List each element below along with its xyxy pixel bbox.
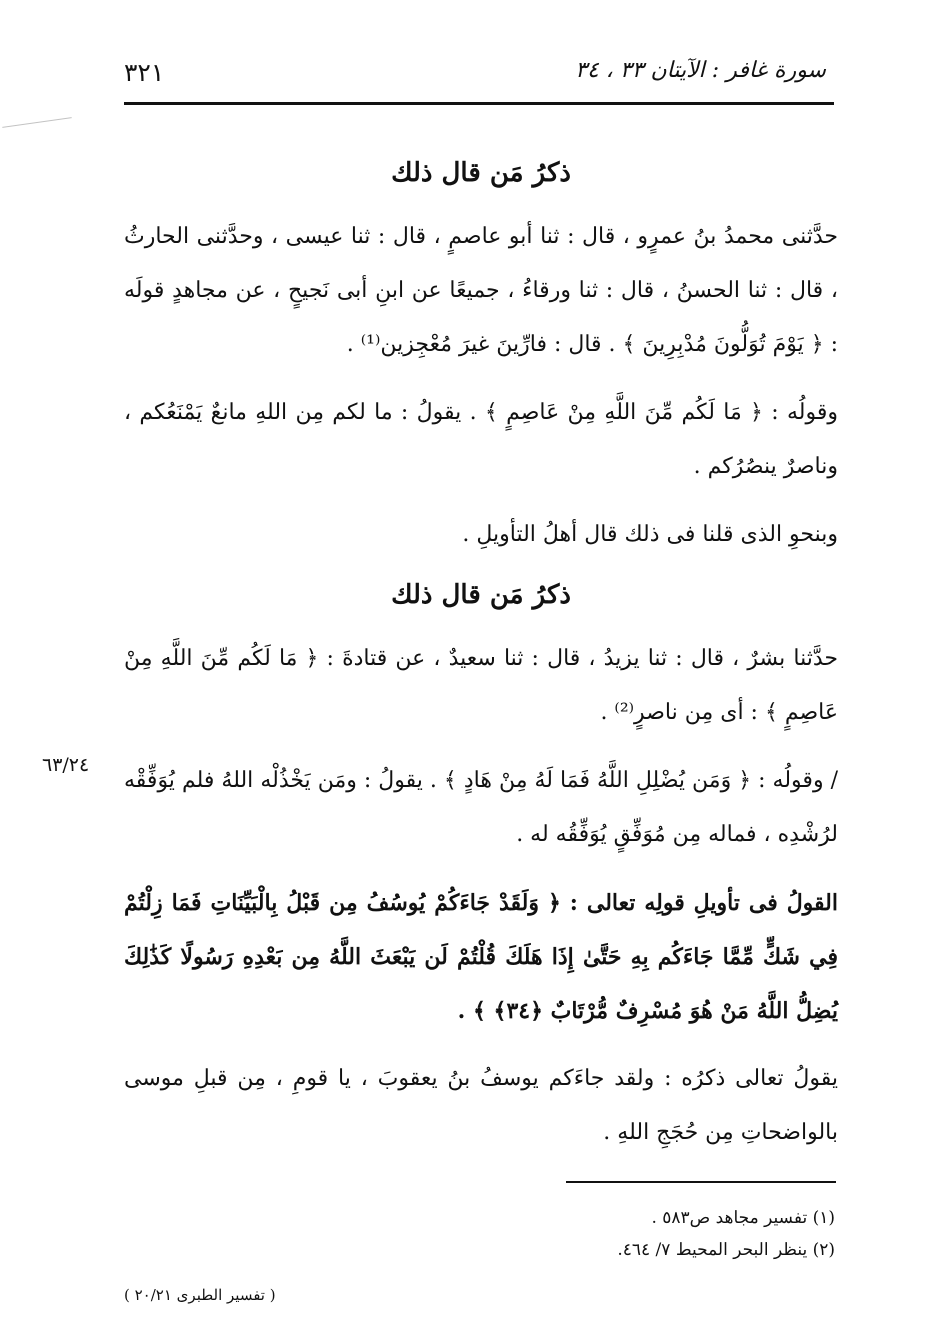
page-number: ٣٢١ [124,58,165,87]
paragraph: يقولُ تعالى ذكرُه : ولقد جاءَكم يوسفُ بنُ يعقوبَ ، يا قومِ ، مِن قبلِ موسى بالواضحاتِ مِن حُجَجِ اللهِ . [124,1066,838,1145]
paragraph: حدَّثنا بشرٌ ، قال : ثنا يزيدُ ، قال : ثنا سعيدٌ ، عن قتادةَ : ﴿ مَا لَكُم مِّنَ اللَّهِ مِنْ عَاصِمٍ ﴾ : أى مِن ناصرٍ⁽²⁾ . [124,646,838,725]
footnote: (١) تفسير مجاهد ص٥٨٣ . [651,1208,835,1228]
section-heading: ذكرُ مَن قال ذلك [391,158,571,188]
paragraph: وقولُه : ﴿ مَا لَكُم مِّنَ اللَّهِ مِنْ عَاصِمٍ ﴾ . يقولُ : ما لكم مِن اللهِ مانعٌ يَمْنَعُكم ، وناصرٌ ينصُرُكم . [124,400,839,479]
scan-mark [2,117,71,128]
main-text [42,140,839,1174]
section-heading: ذكرُ مَن قال ذلك [391,580,571,610]
margin-reference: ٦٣/٢٤ [42,754,90,776]
paragraph-quran-verse: القولُ فى تأويلِ قولِه تعالى : ﴿ وَلَقَدْ جَاءَكُمْ يُوسُفُ مِن قَبْلُ بِالْبَيِّنَاتِ فَمَا زِلْتُمْ فِي شَكٍّ مِّمَّا جَاءَكُم بِهِ حَتَّىٰ إِذَا هَلَكَ قُلْتُمْ لَن يَبْعَثَ اللَّهُ مِن بَعْدِهِ رَسُولًا كَذَٰلِكَ يُضِلُّ اللَّهُ مَنْ هُوَ مُسْرِفٌ مُّرْتَابٌ ﴿٣٤﴾ ﴾ . [124,890,838,1024]
footnote-rule [566,1181,836,1183]
running-title: سورة غافر : الآيتان ٣٣ ، ٣٤ [575,58,826,83]
paragraph: / وقولُه : ﴿ وَمَن يُضْلِلِ اللَّهُ فَمَا لَهُ مِنْ هَادٍ ﴾ . يقولُ : ومَن يَخْذُلْه اللهُ فلم يُوَفِّقْه لرُشْدِه ، فماله مِن مُوَفِّقٍ يُوَفِّقُه له . [124,768,838,847]
page-header [124,56,834,92]
footnote: (٢) ينظر البحر المحيط ٧/ ٤٦٤. [617,1240,835,1260]
paragraph: وبنحوِ الذى قلنا فى ذلك قال أهلُ التأويلِ . [462,522,838,547]
paragraph: حدَّثنى محمدُ بنُ عمرٍو ، قال : ثنا أبو عاصمٍ ، قال : ثنا عيسى ، وحدَّثنى الحارثُ ، قال : ثنا الحسنُ ، قال : ثنا ورقاءُ ، جميعًا عن ابنِ أبى نَجيحٍ ، عن مجاهدٍ قولَه : ﴿ يَوْمَ تُوَلُّونَ مُدْبِرِينَ ﴾ . قال : فارِّينَ غيرَ مُعْجِزين⁽¹⁾ . [124,224,838,357]
volume-reference: ( تفسير الطبرى ٢٠/٢١ ) [124,1286,276,1304]
paragraph-with-margin-ref [42,754,838,862]
footnotes [235,1208,835,1272]
header-rule [124,102,834,105]
